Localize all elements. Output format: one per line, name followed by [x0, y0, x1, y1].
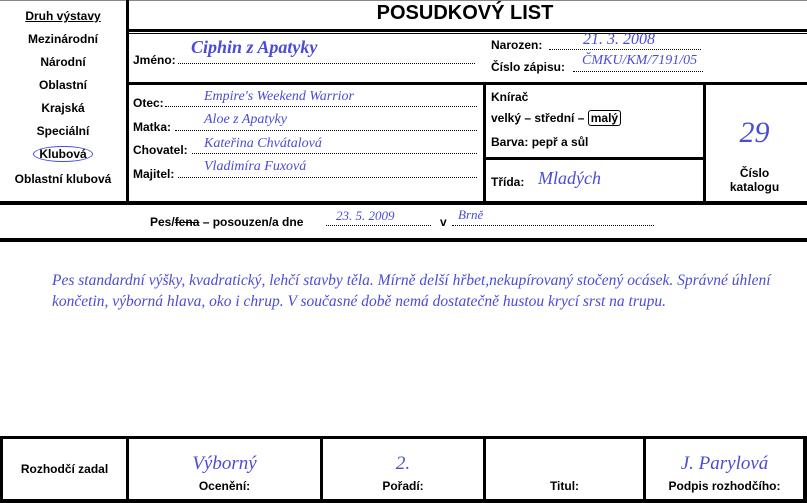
class-label: Třída: [491, 175, 525, 189]
judged-date-dotted-line [326, 225, 431, 226]
name-label: Jméno: [133, 53, 176, 67]
judged-struck: fena [174, 215, 200, 229]
judged-date-value: 23. 5. 2009 [336, 208, 395, 223]
father-value: Empire's Weekend Warrior [204, 89, 354, 104]
catalog-label-line1: Číslo [739, 166, 770, 180]
registration-value: ČMKU/KM/7191/05 [582, 53, 698, 68]
breeder-label: Chovatel: [133, 143, 188, 157]
verdict-top-rule [0, 436, 807, 439]
size-selected: malý [588, 110, 621, 126]
registration-dotted-line [573, 71, 703, 72]
title-underline-2 [126, 33, 807, 34]
judged-place-dotted-line [452, 225, 654, 226]
mother-value: Aloe z Apatyky [204, 112, 287, 127]
rating-value: Výborný [192, 453, 257, 474]
owner-dotted-line [178, 177, 477, 178]
show-type-item: Krajská [41, 101, 85, 115]
show-type-item: Mezinárodní [27, 32, 98, 46]
title-underline [126, 29, 807, 32]
title-label: Titul: [549, 479, 580, 493]
born-value: 21. 3. 2008 [583, 31, 655, 48]
color-value: pepř a sůl [531, 135, 589, 149]
placement-label: Pořadí: [382, 479, 424, 493]
form-title: POSUDKOVÝ LIST [376, 2, 554, 24]
judged-in-label: v [440, 215, 447, 229]
verdict-bottom-rule [0, 499, 807, 503]
size-options [491, 111, 621, 125]
catalog-label-line2: katalogu [729, 180, 780, 194]
born-dotted-line [549, 49, 701, 50]
review-text: Pes standardní výšky, kvadratický, lehčí stavby těla. Mírně delší hřbet,nekupírovaný stočený ocásek. Správné úhlení končetin, výborná hlava, oko i chrup. V současné době nemá dostatečně hustou krycí srst na trupu. [52, 272, 771, 310]
breed-class-divider [483, 157, 705, 160]
breeder-value: Kateřina Chvátalová [204, 136, 322, 151]
header-bottom-rule [0, 201, 807, 205]
show-type-item: Oblastní klubová [14, 172, 112, 186]
verdict-right-border [803, 436, 807, 503]
color-row [491, 135, 588, 149]
size-options-prefix: velký – střední – [491, 111, 585, 125]
judged-place-value: Brně [458, 207, 484, 222]
dog-name-value: Ciphin z Apatyky [191, 37, 318, 57]
catalog-number: 29 [739, 116, 770, 149]
name-dotted-line [178, 63, 475, 64]
show-type-item: Speciální [36, 124, 90, 138]
judged-suffix: – posouzen/a dne [199, 215, 304, 229]
placement-value: 2. [395, 453, 411, 474]
mother-label: Matka: [133, 120, 172, 134]
owner-label: Majitel: [133, 167, 175, 181]
owner-value: Vladimíra Fuxová [204, 159, 307, 174]
father-label: Otec: [133, 96, 164, 110]
judged-sex-label [150, 215, 303, 229]
class-value: Mladých [538, 168, 601, 188]
mother-dotted-line [175, 130, 477, 131]
show-type-item: Oblastní [38, 78, 87, 92]
judged-prefix: Pes/ [150, 215, 175, 229]
show-type-item: Národní [40, 55, 86, 69]
judged-line-rule [0, 238, 807, 242]
registration-label: Číslo zápisu: [491, 60, 566, 74]
judge-sign-label: Podpis rozhodčího: [668, 479, 781, 493]
show-type-item-selected [0, 146, 126, 162]
show-type-heading: Druh výstavy [25, 9, 101, 23]
breeder-dotted-line [192, 153, 477, 154]
judge-gave-label: Rozhodčí zadal [20, 462, 109, 476]
top-rule [0, 0, 807, 1]
breed-name: Knírač [491, 90, 529, 104]
parents-breed-divider [483, 85, 486, 201]
father-dotted-line [165, 106, 477, 107]
color-label: Barva: [491, 135, 529, 149]
rating-label: Ocenění: [198, 479, 251, 493]
born-label: Narozen: [491, 38, 543, 52]
judge-signature: J. Parylová [680, 453, 769, 474]
selected-show-type-circle: Klubová [33, 146, 92, 162]
